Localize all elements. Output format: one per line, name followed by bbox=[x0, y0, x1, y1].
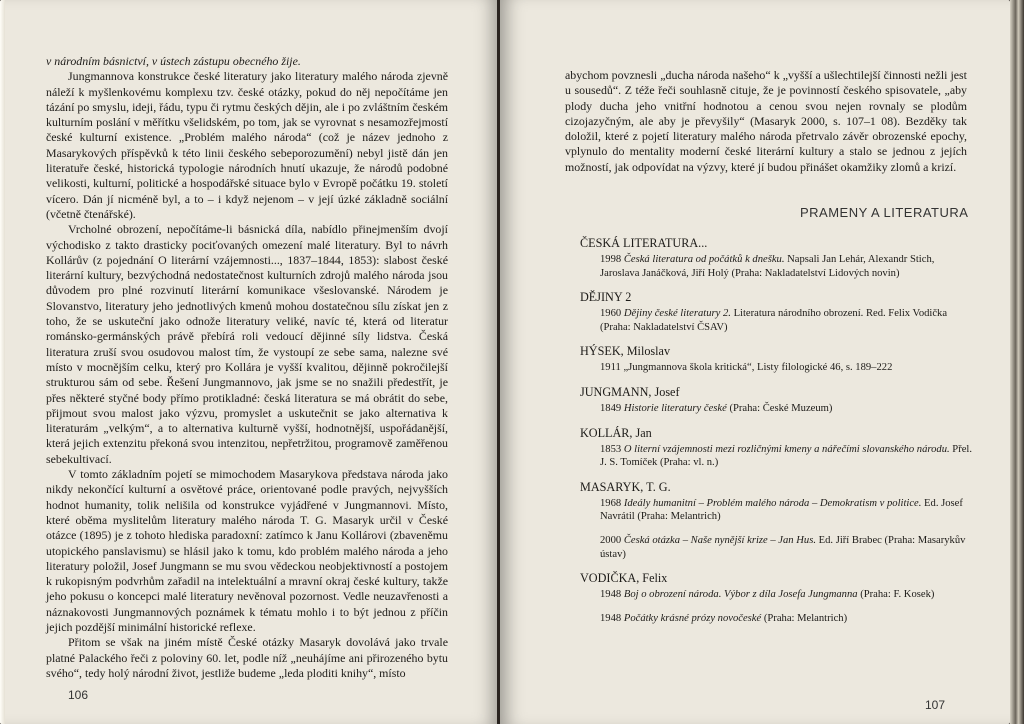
entry-title: Česká otázka – Naše nynější krize – Jan Hus. bbox=[623, 534, 816, 546]
left-page bbox=[0, 0, 497, 724]
entry-year: 1968 bbox=[600, 497, 624, 509]
entry-title: Dějiny české literatury 2. bbox=[623, 308, 731, 320]
entry-year: 1960 bbox=[600, 308, 624, 320]
entry-title: Ideály humanitní – Problém malého národa – Demokratism v politice. bbox=[623, 497, 922, 509]
entry-details: Literatura národního obrození. Red. Felix Vodička (Praha: Nakladatelství ČSAV) bbox=[600, 308, 948, 333]
bibliography-author: MASARYK, T. G. bbox=[580, 479, 671, 494]
entry-year: 2000 bbox=[600, 534, 624, 546]
paragraph: V tomto základním pojetí se mimochodem Masarykova představa národa jako nikdy nekončící kulturní a osvětové práce, orientované podle pravých, nejvyšších hodnot humanity, tolik nelišila od konstrukce vyjádřené v Jungmannovi. Místo, které oběma myslitelům literatury malého národa T. G. Masaryk určil v České otázce (1895) je z tohoto hlediska paradoxní: zatímco k Janu Kollárovi (zbaveněmu utopického panslavismu) se hlásil jako k tomu, kdo problém malého národa a jeho literatury položil, Josef Jungmann se mu svou vědeckou neobjektivností a postojem k rukopisným podvrhům zařadil na intelektuální a mravní okraj české kultury, takže jeho pokusu o koncepci malé literatury nevěnoval pozornost. Vedle neuzavřenosti a náznakovosti Jungmannových poznámek k tématu mohlo i to být jednou z příčin jejich pozdější minimální historické reflexe. bbox=[46, 467, 448, 634]
page-number: 106 bbox=[68, 688, 89, 702]
bibliography-entry bbox=[600, 588, 975, 602]
section-title: PRAMENY A LITERATURA bbox=[800, 205, 969, 220]
bibliography-entry bbox=[600, 534, 975, 561]
bibliography-entry bbox=[600, 253, 975, 280]
bibliography-author: HÝSEK, Miloslav bbox=[580, 344, 671, 359]
bibliography-author: ČESKÁ LITERATURA... bbox=[580, 236, 708, 250]
entry-year: 1853 bbox=[600, 443, 624, 455]
bibliography-entry bbox=[600, 402, 975, 416]
entry-year: 1948 bbox=[600, 589, 624, 601]
bibliography-author: DĚJINY 2 bbox=[580, 290, 632, 305]
entry-title: O literní vzájemnosti mezi rozličnými kmeny a nářečími slovanského národu. bbox=[623, 443, 950, 455]
right-page-paragraph: abychom povznesli „ducha národa našeho“ k „vyšší a ušlechtilejší činnosti nežli jest u sousedů“. Z téže řeči souhlasně cituje, že je povinností českého spisovatele, „aby plody ducha jeho vnitřní hodnotou a cenou svou nejen rovnaly se plodům cizojazyčným, ale aby je převyšily“ (Masaryk 2000, s. 107–1 08). Bezděky tak doložil, které z pojetí literatury malého národa přetrvalo závěr obrozenské epochy, vplynulo do mentality moderní české literární kultury a stalo se jednou z jejích možností, jak odpovídat na výzvy, které jí budou přinášet okamžiky zlomů a krizí. bbox=[565, 68, 967, 174]
entry-year: 1948 bbox=[600, 612, 624, 624]
bibliography-entry bbox=[600, 443, 975, 470]
entry-year: 1849 bbox=[600, 402, 624, 414]
bibliography-author: KOLLÁR, Jan bbox=[580, 425, 652, 440]
entry-year: 1911 bbox=[600, 362, 624, 374]
entry-details: (Praha: Melantrich) bbox=[761, 612, 848, 624]
page-edge bbox=[0, 0, 5, 724]
entry-details: (Praha: F. Kosek) bbox=[857, 589, 935, 601]
entry-details: Ed. Josef Navrátil (Praha: Melantrich) bbox=[600, 497, 963, 523]
entry-details: Napsali Jan Lehár, Alexandr Stich, Jaroslava Janáčková, Jiří Holý (Praha: Nakladatelství Lidových novin) bbox=[600, 254, 935, 279]
entry-details: Přel. J. S. Tomíček (Praha: vl. n.) bbox=[600, 443, 973, 469]
entry-title: Boj o obrození národa. Výbor z díla Josefa Jungmanna bbox=[623, 589, 858, 601]
entry-details: (Praha: České Muzeum) bbox=[726, 402, 833, 414]
paragraph: v národním básnictví, v ústech zástupu obecného žije. bbox=[46, 54, 301, 68]
entry-title: Historie literatury české bbox=[623, 402, 727, 414]
bibliography-entry bbox=[600, 307, 975, 334]
left-page-body bbox=[46, 54, 448, 681]
bibliography-entry bbox=[600, 612, 975, 626]
page-number: 107 bbox=[925, 698, 946, 712]
bibliography-entry bbox=[600, 497, 975, 524]
paragraph: Přitom se však na jiném místě České otázky Masaryk dovolává jako trvale platné Palackého řeči z poloviny 60. let, podle níž „neuhájíme ani přirozeného bytu svého“, tedy holý národní život, jestliže budeme „leda ploditi knihy“, místo bbox=[46, 635, 448, 680]
entry-title: Počátky krásné prózy novočeské bbox=[623, 612, 762, 624]
bibliography-entry bbox=[600, 361, 975, 375]
entry-year: 1998 bbox=[600, 254, 624, 265]
paragraph: Vrcholné obrození, nepočítáme-li básnická díla, nabídlo přinejmenším dvojí východisko z takto drasticky pociťovaných omezení malé literatury. Byl to návrh Kollárův (z pojednání O literární vzájemnosti..., 1837–1844, 1853): slabost české literární kultury, bezvýchodná nedostatečnost kulturních zdrojů malého národa jsou důvodem pro plné rozvinutí literární komunikace všeslovanské. Národem je Slovanstvo, literatury jeho jednotlivých kmenů mohou dostatečnou sílu získat jen z toho, že se uskuteční jako odnože literatury veliké, navíc té, která od literatur románsko-germánských právě přebírá roli vedoucí dějinné síly lidstva. Česká literatura zruší svou osudovou malost tím, že vystoupí ze sebe sama, nalezne své místo v mocnějším celku, který pro Kollára je vyšší kvalitou, dějinně pokročilejší strukturou sám od sebe. Řešení Jungmannovo, jak jsme se no snažili předestřít, je přes některé styčné body přímo protikladné: česká literatura se má obrátit do sebe, přijmout svou malost jako výzvu, promyslet a uskutečnit se jako alternativa k literaturám „velkým“, a to alternativa kulturně vyšší, hodnotnější, uspořádanější, která jejich extenzitu překoná svou intenzitou, nepřetržitou, programově zaměřenou sebekultivací. bbox=[46, 222, 448, 466]
entry-details: „Jungmannova škola kritická“, Listy filologické 46, s. 189–222 bbox=[623, 362, 893, 374]
page-stack-edge bbox=[1010, 0, 1024, 724]
right-page bbox=[500, 0, 1010, 724]
entry-title: Česká literatura od počátků k dnešku. bbox=[623, 254, 785, 265]
paragraph: Jungmannova konstrukce české literatury jako literatury malého národa zjevně náleží k myšlenkovému komplexu tzv. české otázky, pokud do něj nepočítáme jen tázání po smyslu, ideji, řádu, typu či rytmu českých dějin, ale i po zvláštním českém kulturním poslání v měřítku všelidském, po tom, jak se vyrovnat s nesamozřejmostí české kulturní existence. „Problém malého národa“ (což je název jednoho z Masarykových příspěvků k této linii českého sebeporozumění) nebyl jistě dán jen literatuře české, historická typologie národních hnutí ukazuje, že národů podobné velikosti, kulturní, politické a hospodářské situace bylo v Evropě počátku 19. století vícero. Dán jí nicméně byl, a to – i když nejenom – v její úzké základně sociální (včetně čtenářské). bbox=[46, 69, 448, 221]
bibliography-author: JUNGMANN, Josef bbox=[580, 384, 680, 399]
bibliography-author: VODIČKA, Felix bbox=[580, 571, 668, 586]
entry-details: Ed. Jiří Brabec (Praha: Masarykův ústav) bbox=[600, 534, 966, 560]
bibliography bbox=[580, 236, 975, 635]
